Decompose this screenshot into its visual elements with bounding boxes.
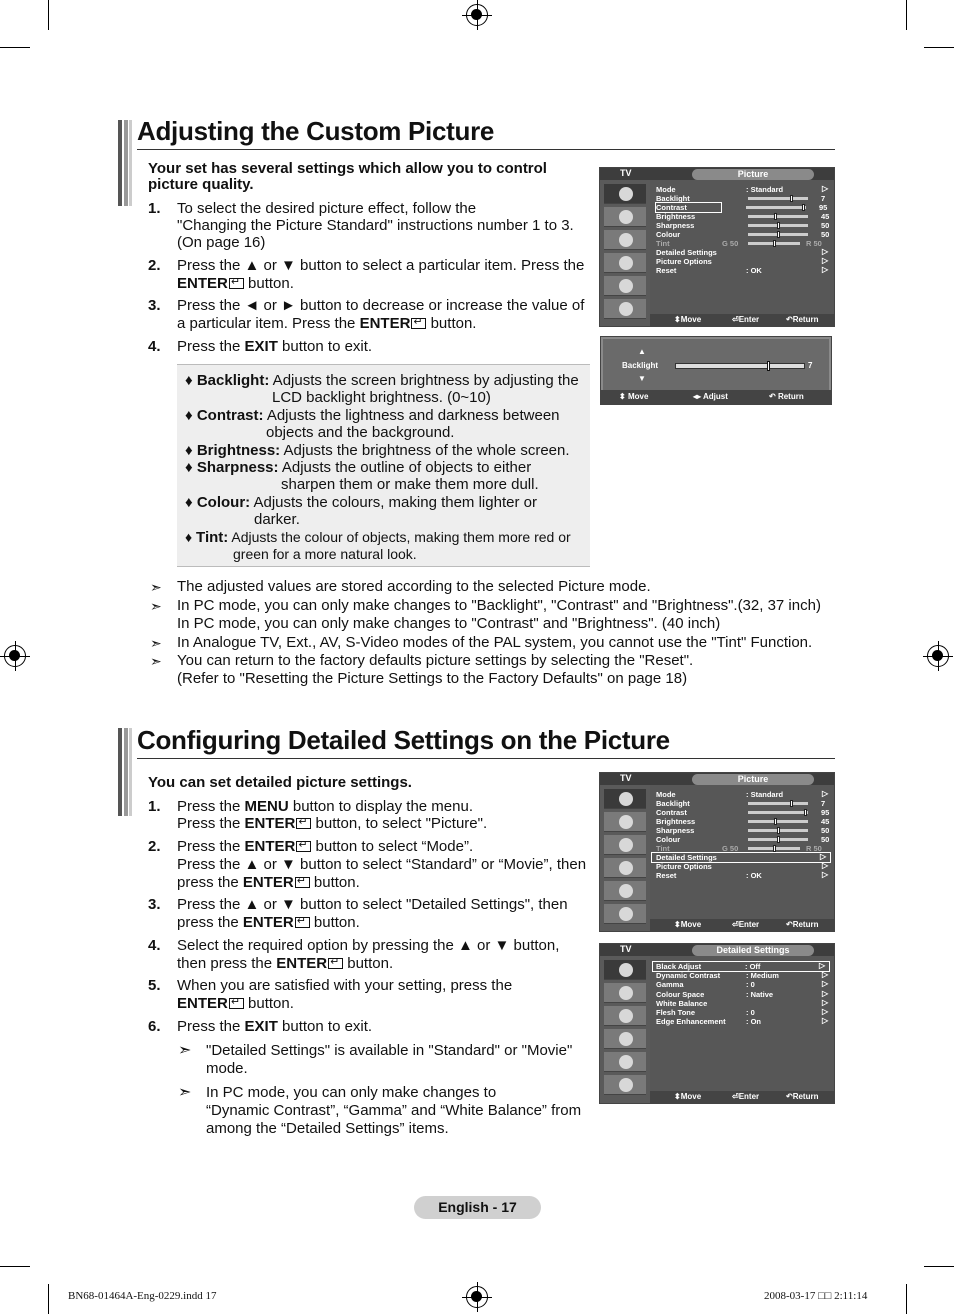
note-arrow-icon: ➣	[178, 1084, 192, 1101]
application-icon	[604, 1075, 646, 1095]
bullet-backlight: ♦ Backlight: Adjusts the screen brightness by adjusting the LCD backlight brightness. (0~10)	[185, 372, 579, 406]
picture-icon	[604, 789, 646, 809]
setup-icon	[604, 858, 646, 878]
step-text: Press the ◄ or ► button to decrease or increase the value of	[177, 297, 585, 314]
menu-title: Picture	[692, 169, 814, 180]
backlight-value: 7	[808, 361, 813, 370]
backlight-slider-knob[interactable]	[767, 361, 770, 371]
step-text: button.	[426, 315, 477, 332]
enter-icon	[229, 998, 244, 1009]
step-number: 4.	[148, 338, 161, 355]
setup-icon	[604, 1029, 646, 1049]
crop-mark	[906, 1284, 907, 1314]
bullet-brightness: ♦ Brightness: Adjusts the brightness of the whole screen.	[185, 442, 570, 459]
channel-icon	[604, 230, 646, 250]
backlight-label: Backlight	[622, 361, 659, 370]
up-arrow-icon: ▲	[638, 347, 646, 356]
enter-icon	[295, 917, 310, 928]
crop-mark	[0, 1266, 30, 1267]
input-icon	[604, 1052, 646, 1072]
section-intro: You can set detailed picture settings.	[148, 774, 412, 791]
note-arrow-icon: ➣	[150, 579, 162, 595]
input-icon	[604, 881, 646, 901]
step-number: 3.	[148, 297, 161, 314]
registration-mark-icon	[927, 645, 949, 667]
section-rule	[137, 149, 835, 150]
sound-icon	[604, 983, 646, 1003]
step-text: To select the desired picture effect, follow the	[177, 200, 477, 217]
crop-mark	[0, 47, 30, 48]
enter-icon	[411, 318, 426, 329]
osd-picture-menu: TV Picture Mode : Standard ▷ Backlight 7 Contrast 95 Brightness 45 Sharpness 50 Colour 50 Tint G 50 R 50 Detailed Settings ▷ Picture Options ▷ Reset : OK ▷ ⬍ Move ⏎ Enter ↶ Return	[599, 772, 835, 932]
print-slug-left: BN68-01464A-Eng-0229.indd 17	[68, 1290, 217, 1302]
registration-mark-icon	[466, 4, 488, 26]
backlight-slider-track[interactable]	[675, 363, 805, 369]
step-text: "Changing the Picture Standard" instructions number 1 to 3.	[177, 217, 574, 234]
setup-icon	[604, 253, 646, 273]
page-number: English - 17	[414, 1196, 541, 1219]
step-text: button.	[243, 275, 294, 292]
menu-key-label: MENU	[244, 798, 289, 815]
enter-icon	[328, 958, 343, 969]
enter-icon	[296, 818, 311, 829]
enter-key-label: ENTER	[177, 275, 228, 292]
osd-picture-menu: TV Picture Mode : Standard ▷ Backlight 7 Contrast 95 Brightness 45 Sharpness 50 Colour 50 Tint G 50 R 50 Detailed Settings ▷ Picture Options ▷ Reset : OK ▷ ⬍ Move ⏎ Enter ↶ Return	[599, 167, 835, 327]
sound-icon	[604, 207, 646, 227]
channel-icon	[604, 835, 646, 855]
bullet-tint: ♦ Tint: Adjusts the colour of objects, making them more red or green for a more natural look.	[185, 529, 571, 562]
step-number: 2.	[148, 257, 161, 274]
enter-key-label: ENTER	[359, 315, 411, 332]
osd-detailed-settings-menu: TV Detailed Settings Black Adjust : Off ▷ Dynamic Contrast : Medium ▷ Gamma : 0 ▷ Colour Space : Native ▷ White Balance ▷ Flesh Tone : 0 ▷ Edge Enhancement : On ▷ ⬍ Move ⏎ Enter ↶ Return	[599, 943, 835, 1104]
step-number: 1.	[148, 200, 161, 217]
print-slug-right: 2008-03-17 □□ 2:11:14	[764, 1290, 868, 1302]
enter-icon	[295, 877, 310, 888]
note-arrow-icon: ➣	[150, 598, 162, 614]
osd-footer: ⬍ Move ⏎ Enter ↶ Return	[650, 314, 834, 326]
input-icon	[604, 276, 646, 296]
registration-mark-icon	[4, 645, 26, 667]
picture-icon	[604, 184, 646, 204]
bullet-colour: ♦ Colour: Adjusts the colours, making them lighter or darker.	[185, 494, 537, 528]
application-icon	[604, 904, 646, 924]
step-text: Press the ▲ or ▼ button to select a particular item. Press the	[177, 257, 585, 274]
crop-mark	[48, 0, 49, 30]
note-arrow-icon: ➣	[150, 635, 162, 651]
note-arrow-icon: ➣	[178, 1042, 192, 1059]
picture-icon	[604, 960, 646, 980]
section-rule	[137, 758, 835, 759]
bullet-contrast: ♦ Contrast: Adjusts the lightness and darkness between objects and the background.	[185, 407, 560, 441]
menu-sidebar	[600, 180, 650, 326]
section-title: Configuring Detailed Settings on the Picture	[137, 725, 670, 755]
step-text: a particular item. Press the	[177, 315, 360, 332]
note-arrow-icon: ➣	[150, 653, 162, 669]
section-bar	[118, 120, 132, 206]
section-title: Adjusting the Custom Picture	[137, 116, 495, 146]
crop-mark	[906, 0, 907, 30]
step-text: (On page 16)	[177, 234, 266, 251]
osd-backlight-slider: ▲ Backlight ▼ 7 ⬍ Move ◂▸ Adjust ↶ Return	[600, 336, 832, 405]
enter-icon	[296, 841, 311, 852]
crop-mark	[924, 1266, 954, 1267]
down-arrow-icon: ▼	[638, 374, 646, 383]
crop-mark	[48, 1284, 49, 1314]
sound-icon	[604, 812, 646, 832]
section-bar	[118, 728, 132, 816]
registration-mark-icon	[466, 1286, 488, 1308]
application-icon	[604, 299, 646, 319]
exit-key-label: EXIT	[244, 338, 278, 355]
enter-icon	[229, 278, 244, 289]
crop-mark	[924, 47, 954, 48]
section-intro: Your set has several settings which allow you to control picture quality.	[148, 160, 547, 193]
exit-key-label: EXIT	[244, 1018, 278, 1035]
bullet-sharpness: ♦ Sharpness: Adjusts the outline of objects to either sharpen them or make them more dull.	[185, 459, 539, 493]
channel-icon	[604, 1006, 646, 1026]
